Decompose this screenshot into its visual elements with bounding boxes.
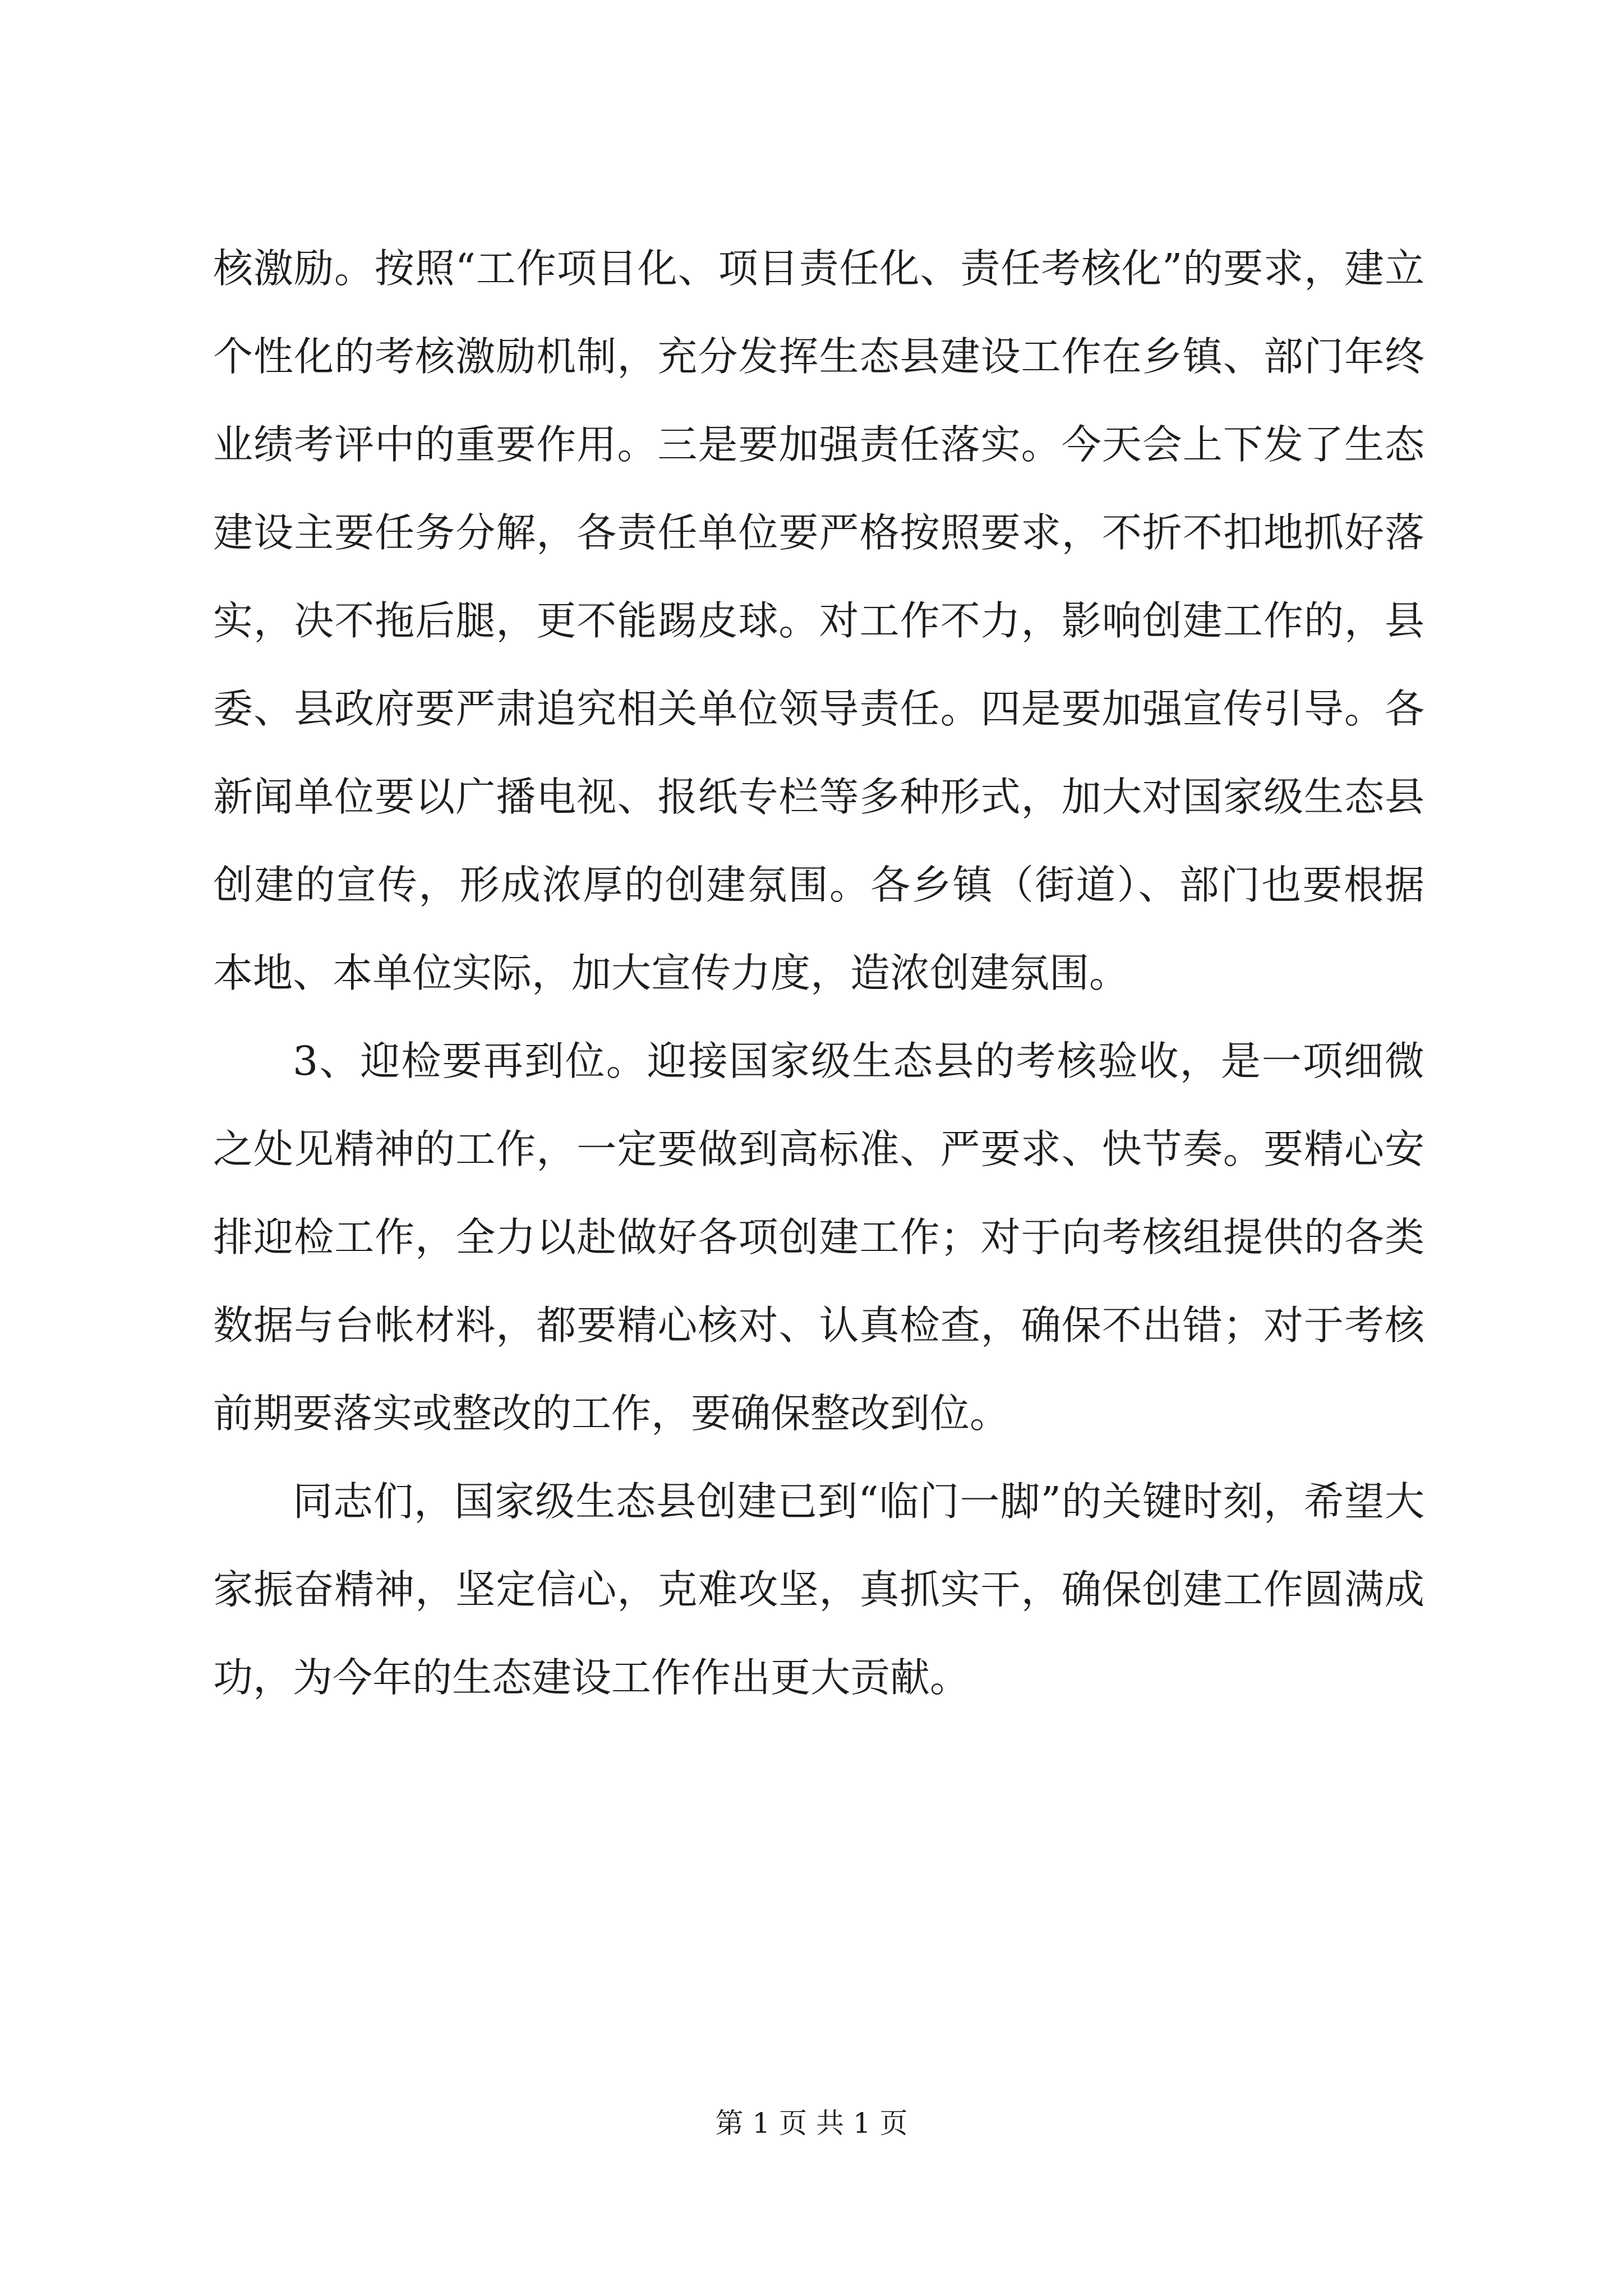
paragraph-continuation: 核激励。按照“工作项目化、项目责任化、责任考核化”的要求，建立个性化的考核激励机制，充分发挥生态县建设工作在乡镇、部门年终业绩考评中的重要作用。三是要加强责任落实。今天会上下发了生态建设主要任务分解，各责任单位要严格按照要求，不折不扣地抓好落实，决不拖后腿，更不能踢皮球。对工作不力，影响创建工作的，县委、县政府要严肃追究相关单位领导责任。四是要加强宣传引导。各新闻单位要以广播电视、报纸专栏等多种形式，加大对国家级生态县创建的宣传，形成浓厚的创建氛围。各乡镇（街道）、部门也要根据本地、本单位实际，加大宣传力度，造浓创建氛围。 — [213, 245, 1424, 996]
document-body — [213, 224, 1424, 1722]
paragraph-closing: 同志们，国家级生态县创建已到“临门一脚”的关键时刻，希望大家振奋精神，坚定信心，克难攻坚，真抓实干，确保创建工作圆满成功，为今年的生态建设工作作出更大贡献。 — [213, 1478, 1424, 1701]
paragraph-inspection: 3、迎检要再到位。迎接国家级生态县的考核验收，是一项细微之处见精神的工作，一定要做到高标准、严要求、快节奏。要精心安排迎检工作，全力以赴做好各项创建工作；对于向考核组提供的各类数据与台帐材料，都要精心核对、认真检查，确保不出错；对于考核前期要落实或整改的工作，要确保整改到位。 — [213, 1038, 1424, 1437]
page-footer: 第 1 页 共 1 页 — [715, 2107, 908, 2139]
